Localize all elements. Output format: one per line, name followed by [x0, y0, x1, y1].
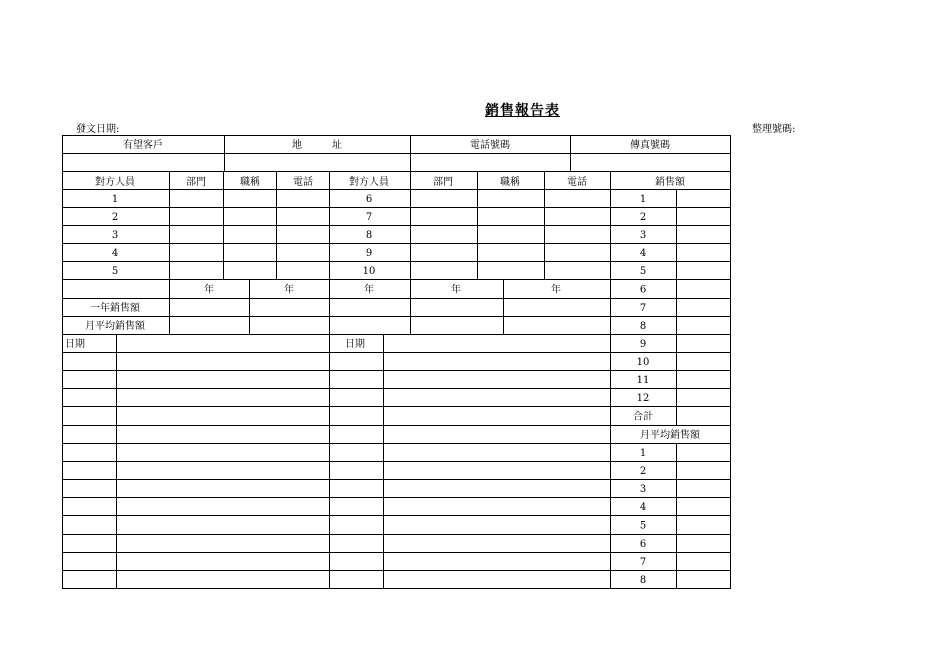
total-label: 合計 [633, 411, 653, 423]
month-number: 11 [636, 375, 650, 386]
phone-header: 電話 [293, 177, 313, 188]
monthly-average-label: 月平均銷售額 [85, 321, 145, 332]
contact-number: 1 [111, 194, 119, 205]
contact-number: 8 [365, 230, 373, 241]
average-month-number: 4 [639, 502, 647, 513]
year-label: 年 [364, 284, 374, 296]
average-month-number: 2 [639, 466, 647, 477]
contact-number: 3 [111, 230, 119, 241]
average-month-number: 7 [639, 557, 647, 568]
contact-person-header: 對方人員 [349, 177, 389, 188]
year-label: 年 [451, 284, 461, 296]
contact-number: 10 [362, 266, 376, 277]
average-month-number: 5 [639, 520, 647, 532]
average-month-number: 3 [639, 484, 647, 495]
prospect-header: 有望客戶 [123, 140, 163, 151]
department-header: 部門 [433, 177, 453, 188]
month-number: 2 [639, 212, 647, 223]
form-title: 銷售報告表 [485, 103, 560, 119]
phone-number-header: 電話號碼 [470, 140, 510, 151]
contact-number: 5 [111, 266, 119, 277]
year-label: 年 [284, 284, 294, 296]
month-number: 8 [639, 321, 647, 332]
contact-number: 6 [365, 194, 373, 205]
date-label: 日期 [345, 339, 365, 350]
contact-number: 4 [111, 248, 119, 259]
month-number: 12 [636, 393, 650, 404]
date-label: 日期 [65, 339, 85, 350]
average-month-number: 6 [639, 539, 647, 550]
month-number: 9 [639, 339, 647, 350]
phone-header: 電話 [567, 177, 587, 188]
month-number: 10 [636, 357, 650, 368]
month-number: 3 [639, 230, 647, 241]
form-cells [65, 138, 701, 586]
month-number: 5 [639, 266, 647, 277]
average-month-number: 8 [639, 575, 647, 586]
address-header: 地 址 [292, 140, 342, 151]
year-label: 年 [204, 284, 214, 296]
year-label: 年 [551, 284, 561, 296]
job-title-header: 職稱 [500, 177, 520, 188]
contact-person-header: 對方人員 [95, 177, 135, 188]
sales-amount-header: 銷售額 [655, 177, 685, 188]
month-number: 7 [639, 303, 647, 314]
month-number: 4 [639, 248, 647, 259]
annual-sales-label: 一年銷售額 [90, 303, 140, 314]
contact-number: 9 [365, 248, 373, 259]
form-grid [62, 135, 731, 589]
job-title-header: 職稱 [240, 177, 260, 188]
month-number: 6 [639, 284, 647, 296]
contact-number: 2 [111, 212, 119, 223]
average-month-number: 1 [639, 448, 647, 459]
fax-number-header: 傳真號碼 [630, 140, 670, 151]
file-number-label: 整理號碼: [752, 124, 796, 135]
department-header: 部門 [186, 177, 206, 188]
issue-date-label: 發文日期: [76, 124, 120, 135]
monthly-average-sales-label: 月平均銷售額 [640, 430, 700, 441]
contact-number: 7 [365, 212, 373, 223]
month-number: 1 [639, 194, 647, 205]
